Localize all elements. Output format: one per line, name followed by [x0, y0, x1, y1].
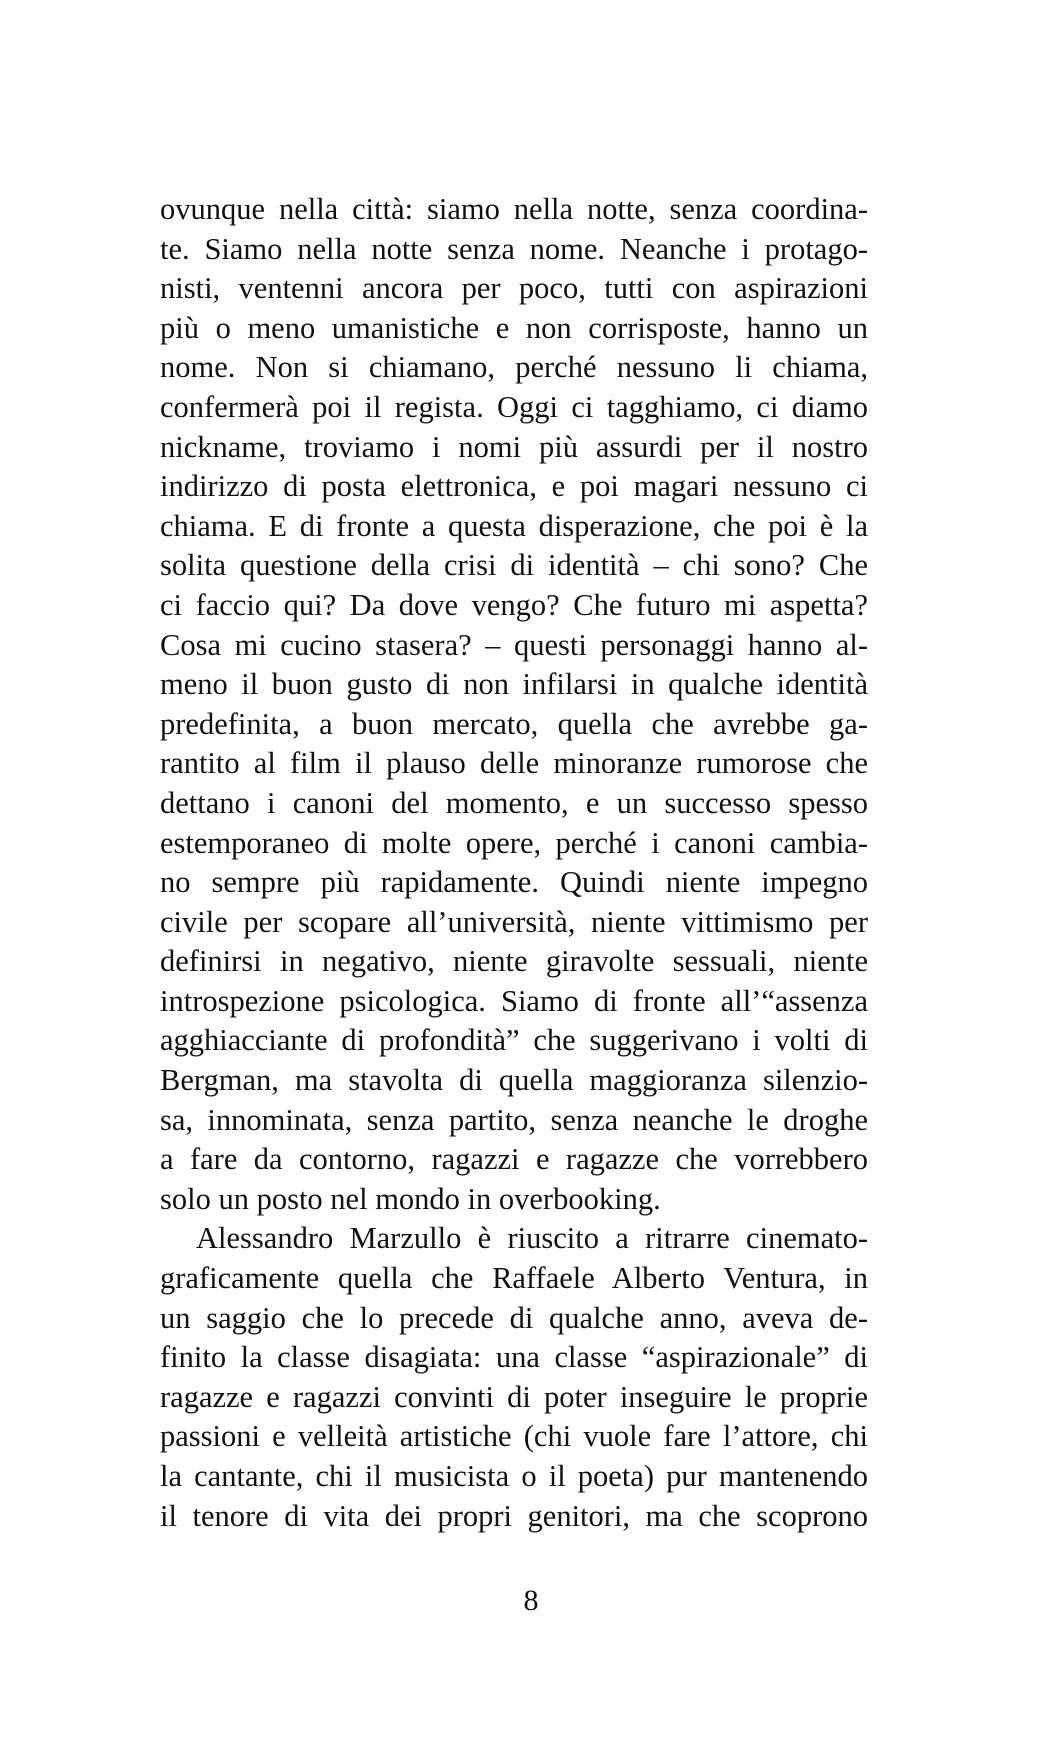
text-line: solita questione della crisi di identità – chi sono? Che: [160, 548, 868, 583]
text-line: predefinita, a buon mercato, quella che avrebbe ga-: [160, 706, 868, 741]
text-line: Bergman, ma stavolta di quella maggioranza silenzio-: [160, 1063, 868, 1098]
text-line: più o meno umanistiche e non corrisposte, hanno un: [160, 310, 868, 345]
text-line: ci faccio qui? Da dove vengo? Che futuro mi aspetta?: [160, 587, 868, 622]
page-number: 8: [523, 1584, 539, 1617]
text-line: introspezione psicologica. Siamo di fronte all’“assenza: [160, 983, 868, 1018]
text-line: meno il buon gusto di non infilarsi in qualche identità: [160, 667, 868, 702]
text-line: no sempre più rapidamente. Quindi niente impegno: [160, 865, 868, 900]
text-line: civile per scopare all’università, niente vittimismo per: [160, 904, 868, 939]
text-line: chiama. E di fronte a questa disperazione, che poi è la: [160, 508, 868, 543]
text-line: confermerà poi il regista. Oggi ci tagghiamo, ci diamo: [160, 389, 868, 424]
text-line: sa, innominata, senza partito, senza neanche le droghe: [160, 1102, 868, 1137]
text-line: ovunque nella città: siamo nella notte, senza coordina-: [160, 192, 868, 226]
body-text: [160, 190, 868, 1536]
text-line: a fare da contorno, ragazzi e ragazze che vorrebbero: [160, 1142, 868, 1177]
text-line: la cantante, chi il musicista o il poeta) pur mantenendo: [160, 1459, 868, 1493]
text-line: graficamente quella che Raffaele Alberto Ventura, in: [160, 1261, 868, 1296]
text-line: rantito al film il plauso delle minoranze rumorose che: [160, 746, 868, 781]
text-line: te. Siamo nella notte senza nome. Neanche i protago-: [160, 231, 868, 266]
text-line: finito la classe disagiata: una classe “aspirazionale” di: [160, 1340, 868, 1375]
text-line: indirizzo di posta elettronica, e poi magari nessuno ci: [160, 469, 868, 504]
text-line: nome. Non si chiamano, perché nessuno li chiama,: [160, 350, 868, 385]
text-line: dettano i canoni del momento, e un successo spesso: [160, 785, 868, 820]
text-line: definirsi in negativo, niente giravolte sessuali, niente: [160, 944, 868, 979]
text-line: estemporaneo di molte opere, perché i canoni cambia-: [160, 825, 868, 860]
paragraph-first-line: Alessandro Marzullo è riuscito a ritrarre cinemato-: [196, 1221, 868, 1256]
text-line: passioni e velleità artistiche (chi vuole fare l’attore, chi: [160, 1419, 868, 1454]
text-line: un saggio che lo precede di qualche anno, aveva de-: [160, 1300, 868, 1335]
text-line: nisti, ventenni ancora per poco, tutti con aspirazioni: [160, 271, 868, 306]
text-line: Cosa mi cucino stasera? – questi personaggi hanno al-: [160, 627, 868, 662]
paragraph-last-line: solo un posto nel mondo in overbooking.: [160, 1181, 661, 1216]
text-line: agghiacciante di profondità” che suggerivano i volti di: [160, 1023, 868, 1058]
text-line: il tenore di vita dei propri genitori, ma che scoprono: [160, 1498, 868, 1533]
text-line: nickname, troviamo i nomi più assurdi per il nostro: [160, 429, 868, 464]
text-line: ragazze e ragazzi convinti di poter inseguire le proprie: [160, 1379, 868, 1414]
